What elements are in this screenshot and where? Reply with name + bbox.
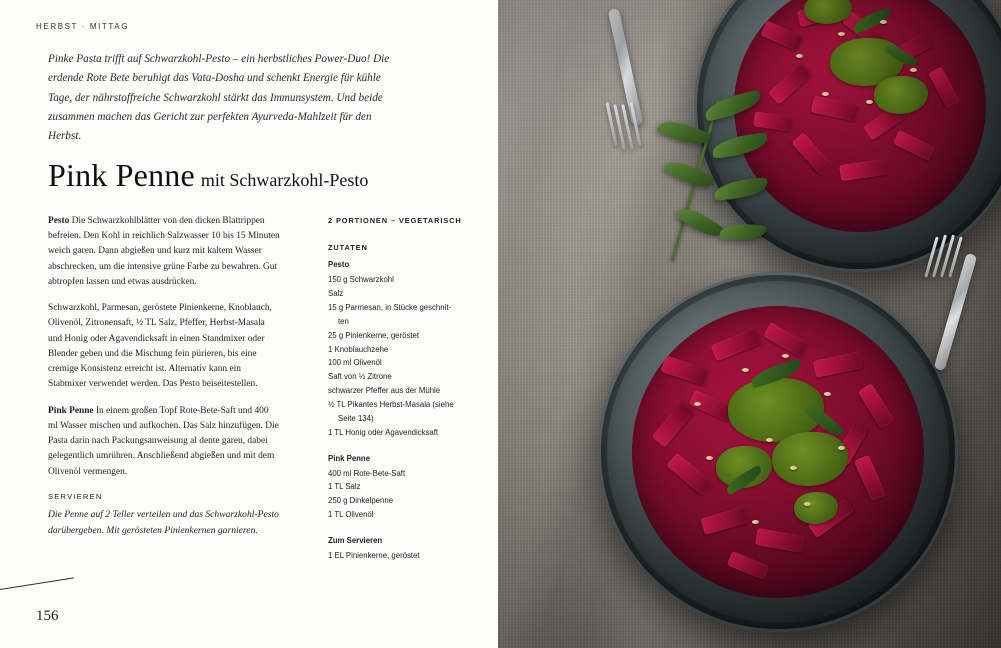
method-step-text: Die Schwarzkohlblätter von den dicken Blattrippen befreien. Den Kohl in reichlich Salzwasser 10 bis 15 Minuten weich garen. Dann abgießen und kurz mit kaltem Wasser abschrecken, um die intensive grüne Farbe zu bewahren. Gut abtropfen lassen und etwas ausdrücken. [48,216,280,287]
list-item: 100 ml Olivenöl [328,358,382,368]
decorative-rule [0,576,74,606]
method-step [48,404,280,480]
list-item: 1 TL Olivenöl [328,510,374,520]
ingredients-heading: ZUTATEN [328,243,368,253]
serve-heading: SERVIEREN [48,491,103,501]
list-item: Seite 134) [338,413,374,423]
list-item: schwarzer Pfeffer aus der Mühle [328,386,441,396]
list-item: 150 g Schwarzkohl [328,275,394,285]
list-item: Saft von ½ Zitrone [328,372,392,382]
list-item: ½ TL Pikantes Herbst-Masala (siehe [328,400,454,410]
page-title: Pink Penne [48,157,195,193]
list-item: 25 g Pinienkerne, geröstet [328,330,420,340]
list-item: 15 g Parmesan, in Stücke geschnit- [328,302,452,312]
method-step-lead: Pink Penne [48,405,94,416]
list-item: 1 TL Honig oder Agavendicksaft [328,427,439,437]
recipe-photograph [498,0,1001,648]
page-subtitle: mit Schwarzkohl-Pesto [200,170,369,190]
ingredient-group-title: Zum Servieren [328,536,383,546]
pasta-mound-main [632,306,924,598]
list-item: 250 g Dinkelpenne [328,496,394,506]
ingredient-list [328,549,478,563]
intro-paragraph: Pinke Pasta trifft auf Schwarzkohl-Pesto – ein herbstliches Power-Duo! Die erdende Rote Bete beruhigt das Vata-Dosha und schenkt Energie für kühle Tage, der nährstoffreiche Schwarzkohl stärkt das Immunsystem. Und beide zusammen machen das Gericht zur perfekten Ayurveda-Mahlzeit für den Herbst. [48,53,390,143]
portions-label: 2 PORTIONEN – VEGETARISCH [328,216,462,225]
method-column [48,214,280,538]
method-step [48,214,280,290]
ingredient-group-title: Pink Penne [328,453,371,463]
ingredients-column [328,214,478,575]
left-text-page [0,0,498,648]
list-item: ten [338,316,349,326]
list-item: Salz [328,289,344,299]
page-number: 156 [36,608,59,624]
method-step [48,301,280,392]
serve-text: Die Penne auf 2 Teller verteilen und das Schwarzkohl-Pesto darübergeben. Mit gerösteten Pinienkernen garnieren. [48,509,279,536]
title-block [48,158,468,193]
ingredient-list [328,273,478,440]
ingredient-group-title: Pesto [328,260,350,270]
running-head: HERBST · MITTAG [36,22,130,31]
list-item: 1 EL Pinienkerne, geröstet [328,550,420,560]
list-item: 1 Knoblauchzehe [328,344,389,354]
ingredient-list [328,467,478,523]
method-step-lead: Pesto [48,216,70,226]
list-item: 1 TL Salz [328,482,361,492]
method-step-text: In einem großen Topf Rote-Bete-Saft und 400 ml Wasser mischen und aufkochen. Das Salz hinzufügen. Die Pasta darin nach Packungsanweisung al dente garen, dabei gelegentlich umrühren. Anschließend abgießen und mit dem Olivenöl vermengen. [48,405,279,477]
list-item: 400 ml Rote-Bete-Saft [328,468,406,478]
method-step-text: Schwarzkohl, Parmesan, geröstete Pinienkerne, Knoblauch, Olivenöl, Zitronensaft, ½ TL Salz, Pfeffer, Herbst-Masala und Honig oder Agavendicksaft in einen Standmixer oder Blender geben und die Mischung fein pürieren, bis eine cremige Konsistenz erreicht ist. Alternativ kann ein Stabmixer verwendet werden. Das Pesto beiseitestellen. [48,303,272,390]
